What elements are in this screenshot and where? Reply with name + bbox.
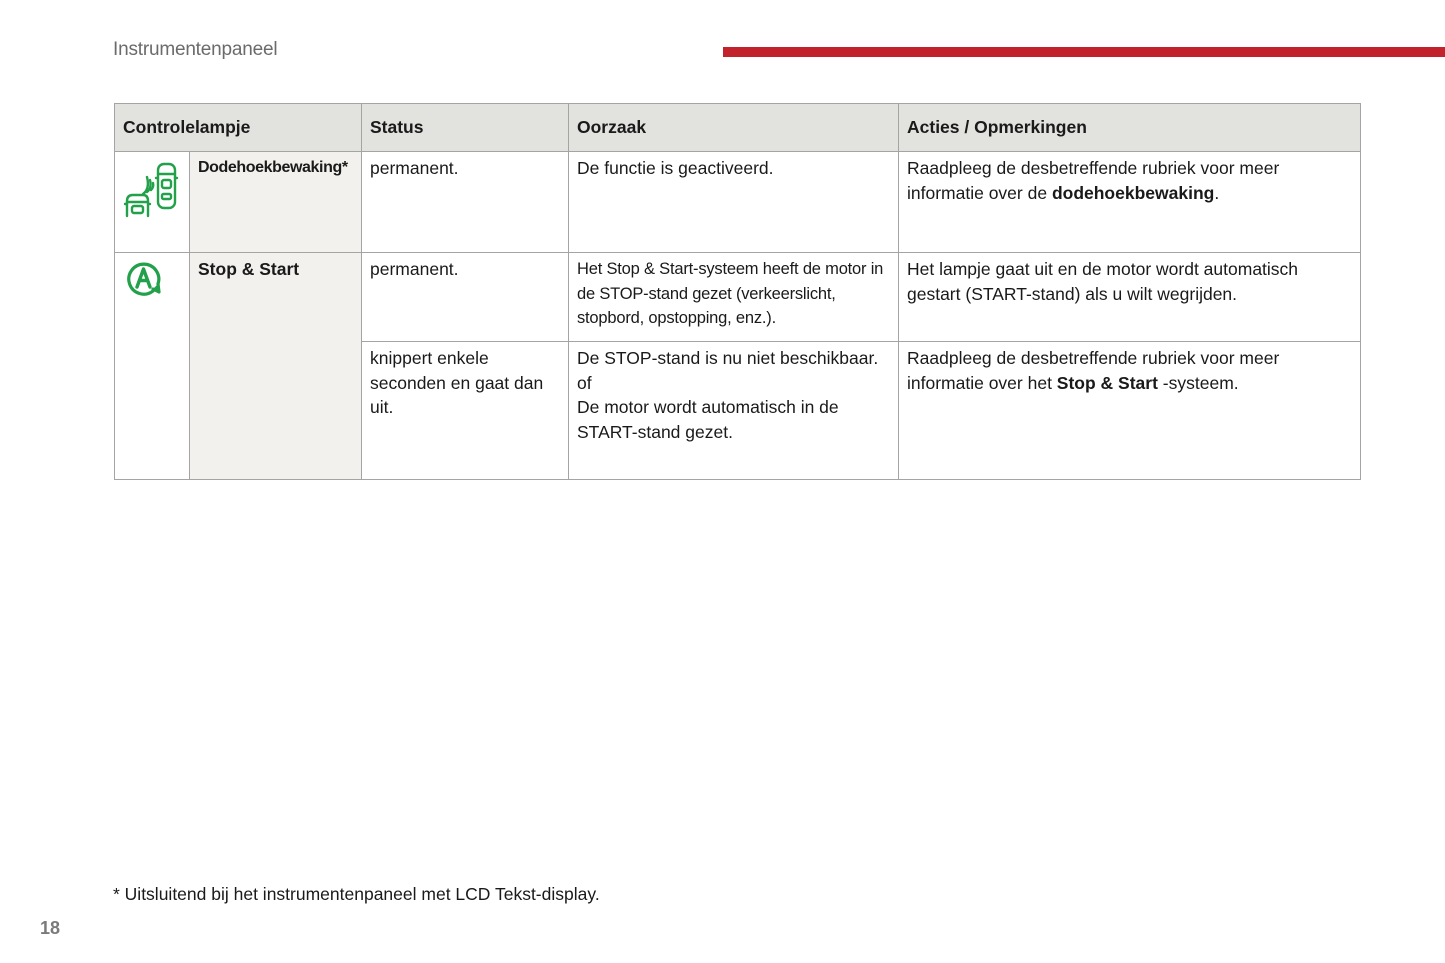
action-cell: Raadpleeg de desbetreffende rubriek voor meer informatie over het Stop & Start -systeem. xyxy=(899,342,1361,480)
blind-spot-monitoring-icon xyxy=(123,160,181,218)
warning-lamps-table xyxy=(114,103,1361,480)
table-row xyxy=(115,253,1361,342)
table-header-row xyxy=(115,104,1361,152)
table-row xyxy=(115,152,1361,253)
cause-cell: De STOP-stand is nu niet beschikbaar. of De motor wordt automatisch in de START-stand gezet. xyxy=(569,342,899,480)
column-header-cause: Oorzaak xyxy=(569,104,899,152)
lamp-icon-cell xyxy=(115,253,190,480)
cause-cell: De functie is geactiveerd. xyxy=(569,152,899,253)
action-cell: Raadpleeg de desbetreffende rubriek voor meer informatie over de dodehoekbewaking. xyxy=(899,152,1361,253)
status-cell: permanent. xyxy=(362,152,569,253)
footnote: * Uitsluitend bij het instrumentenpaneel met LCD Tekst-display. xyxy=(113,884,600,904)
header-accent-bar xyxy=(723,47,1445,57)
status-cell: knippert enkele seconden en gaat dan uit. xyxy=(362,342,569,480)
cause-cell: Het Stop & Start-systeem heeft de motor in de STOP-stand gezet (verkeerslicht, stopbord, opstopping, enz.). xyxy=(569,253,899,342)
column-header-status: Status xyxy=(362,104,569,152)
lamp-name: Dodehoekbewaking* xyxy=(190,152,362,253)
column-header-lamp: Controlelampje xyxy=(115,104,362,152)
status-cell: permanent. xyxy=(362,253,569,342)
column-header-actions: Acties / Opmerkingen xyxy=(899,104,1361,152)
section-title: Instrumentenpaneel xyxy=(113,39,278,60)
lamp-icon-cell xyxy=(115,152,190,253)
blind-spot-reference: dodehoekbewaking xyxy=(1051,182,1215,203)
stop-start-icon xyxy=(123,261,181,297)
stop-start-reference: Stop & Start xyxy=(1056,372,1158,393)
page-number: 18 xyxy=(40,918,61,938)
action-cell: Het lampje gaat uit en de motor wordt automatisch gestart (START-stand) als u wilt wegrijden. xyxy=(899,253,1361,342)
lamp-name: Stop & Start xyxy=(190,253,362,480)
